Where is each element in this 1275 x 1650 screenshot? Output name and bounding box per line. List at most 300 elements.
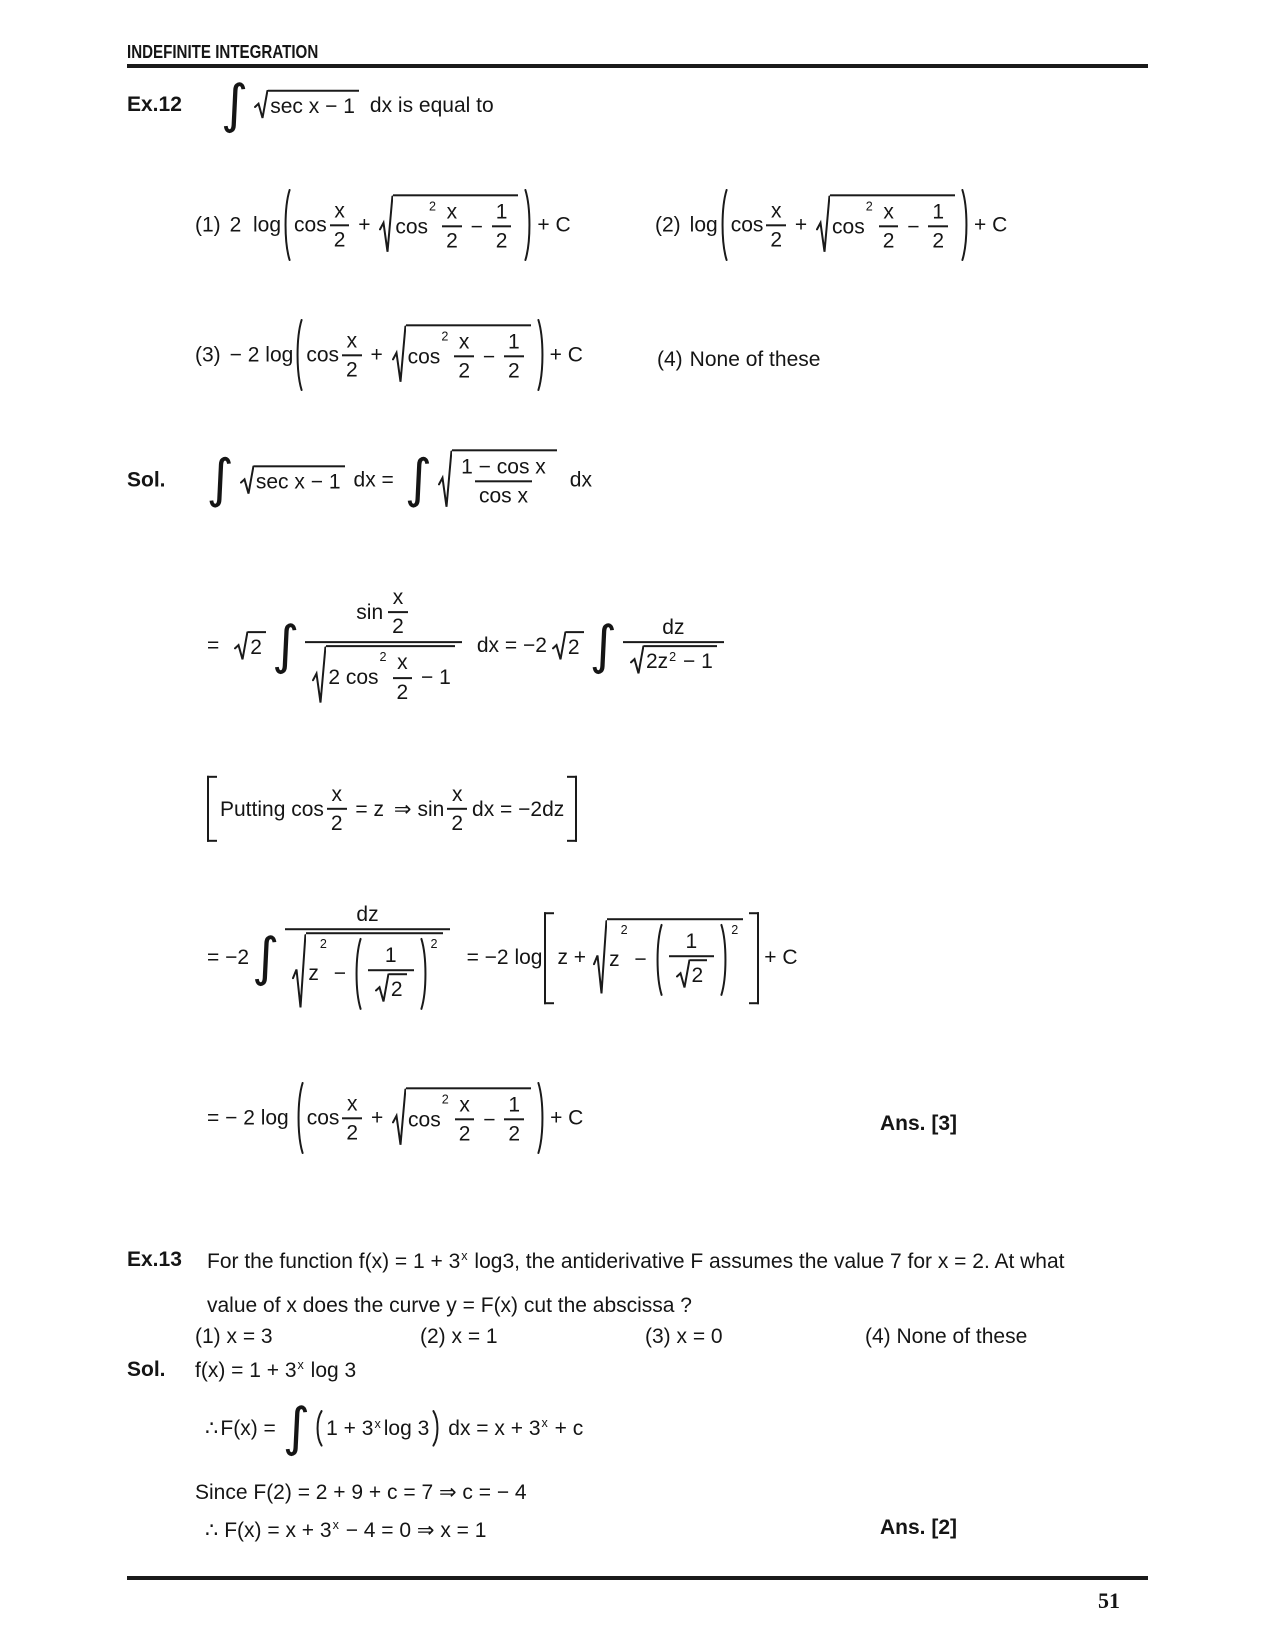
math-text: cos x xyxy=(478,484,528,508)
fraction xyxy=(623,614,724,677)
superscript: 2 xyxy=(379,650,387,665)
math-text: sin xyxy=(417,797,445,821)
superscript: 2 xyxy=(319,937,327,952)
superscript: x xyxy=(332,1518,339,1532)
denominator xyxy=(454,356,474,385)
ex12-sol-formula-1 xyxy=(204,448,592,511)
denominator xyxy=(504,356,524,385)
math-row xyxy=(230,317,583,392)
math-text: x xyxy=(392,586,404,610)
ex13-answer: Ans. [2] xyxy=(880,1516,958,1539)
spacer xyxy=(465,646,477,647)
denominator xyxy=(766,224,786,253)
math-text: + C xyxy=(549,343,583,367)
radical-sign xyxy=(438,449,452,510)
radicand xyxy=(406,1087,531,1148)
numerator xyxy=(658,614,688,641)
math-text: z xyxy=(308,962,319,986)
math-text: F(x) = xyxy=(220,1416,276,1440)
math-text: 2 xyxy=(495,229,508,253)
math-text: − 1 xyxy=(415,666,451,690)
math-text: x xyxy=(883,200,894,224)
numerator xyxy=(381,942,401,969)
fraction xyxy=(928,198,948,254)
square-root xyxy=(816,194,955,255)
paren-glyph xyxy=(961,187,970,262)
ex13-label: Ex.13 xyxy=(127,1248,182,1271)
math-text: x xyxy=(459,1093,470,1117)
square-root xyxy=(292,932,442,1012)
math-text: 2 xyxy=(451,812,464,835)
numerator xyxy=(928,198,948,225)
parentheses xyxy=(353,936,429,1011)
fence-body xyxy=(666,928,718,991)
denominator xyxy=(342,354,362,383)
math-text: x xyxy=(347,1091,358,1115)
math-text: log xyxy=(689,213,718,237)
integral-sign: ∫ xyxy=(206,448,234,510)
math-text: log 3 xyxy=(383,1416,430,1440)
math-text: 1 − cos x xyxy=(461,455,546,479)
ex13-option-4: (4) None of these xyxy=(865,1325,1028,1348)
math-text: − 2 log xyxy=(229,343,294,367)
radical-sign xyxy=(392,324,406,385)
math-text: 1 xyxy=(685,929,698,953)
ex12-substitution-formula xyxy=(207,776,577,842)
square-root xyxy=(676,959,708,989)
math-row xyxy=(230,187,571,262)
math-text: 2 xyxy=(346,1121,359,1144)
math-text: − 1 xyxy=(677,650,713,674)
math-text: log 3 xyxy=(304,1359,357,1382)
spacer xyxy=(394,480,402,481)
parentheses xyxy=(295,1080,546,1155)
math-group xyxy=(448,1415,583,1440)
fraction xyxy=(342,1090,362,1146)
fraction xyxy=(305,583,462,709)
spacer xyxy=(449,356,451,357)
ex12-option-2 xyxy=(655,187,1007,262)
square-root xyxy=(392,324,531,385)
math-text: dx = x + 3 xyxy=(448,1416,541,1440)
radicand xyxy=(406,324,531,385)
math-text: cos xyxy=(408,1107,441,1131)
denominator xyxy=(879,226,899,255)
math-text: − xyxy=(464,214,489,238)
math-text: x xyxy=(451,782,463,806)
spacer xyxy=(450,1119,452,1120)
radicand xyxy=(690,959,708,989)
superscript: 2 xyxy=(441,1092,449,1107)
square-root xyxy=(438,449,557,510)
option-3-formula xyxy=(230,317,583,392)
ex12-question-row xyxy=(127,73,494,135)
paren-glyph xyxy=(294,317,303,392)
ex13-option-1: (1) x = 3 xyxy=(195,1325,273,1348)
math-text: − 4 = 0 ⇒ x = 1 xyxy=(339,1519,487,1542)
ex13-option-3: (3) x = 0 xyxy=(645,1325,723,1348)
paren-glyph xyxy=(432,1409,441,1446)
numerator xyxy=(330,197,349,224)
spacer xyxy=(383,612,385,613)
math-text: = z xyxy=(349,797,390,821)
numerator xyxy=(352,901,382,928)
math-text: cos xyxy=(730,213,764,237)
integral-sign: ∫ xyxy=(282,1396,311,1458)
radical-sign xyxy=(392,1087,406,1148)
ex13-sol-line-3: Since F(2) = 2 + 9 + c = 7 ⇒ c = − 4 xyxy=(195,1481,527,1504)
math-text: = −2 xyxy=(207,946,250,970)
ex13-antiderivative-formula xyxy=(205,1396,584,1458)
math-text: z + xyxy=(557,946,587,970)
radicand xyxy=(254,465,345,495)
fraction xyxy=(492,198,512,254)
square-root xyxy=(234,631,266,661)
radical-sign xyxy=(630,646,644,676)
math-text: 2z xyxy=(645,650,669,674)
fraction xyxy=(455,1091,475,1147)
math-text: 2 xyxy=(691,964,704,987)
math-text: = xyxy=(207,634,220,658)
fraction xyxy=(504,328,524,384)
fence-body xyxy=(365,942,417,1005)
math-text: dx xyxy=(569,468,592,492)
page-number: 51 xyxy=(1098,1588,1120,1613)
fraction xyxy=(342,327,362,383)
math-text: x xyxy=(397,651,408,675)
footer-rule xyxy=(127,1576,1148,1580)
superscript: 2 xyxy=(430,937,438,952)
math-text: dx is equal to xyxy=(369,93,494,117)
superscript: 2 xyxy=(620,922,628,937)
denominator xyxy=(368,970,414,1006)
integral-sign: ∫ xyxy=(404,448,433,510)
ex13-sol-line-2 xyxy=(205,1396,584,1458)
fraction xyxy=(442,198,462,254)
math-text: 1 xyxy=(495,200,508,224)
math-text: x xyxy=(334,198,345,222)
parentheses xyxy=(282,187,533,262)
ex12-option-1 xyxy=(195,187,571,262)
fraction xyxy=(669,928,715,991)
denominator xyxy=(492,226,512,255)
denominator xyxy=(623,642,724,678)
ex12-option-3 xyxy=(195,317,583,392)
square-root xyxy=(312,646,455,707)
radical-sign xyxy=(292,932,306,1012)
fraction xyxy=(457,453,550,509)
paren-glyph xyxy=(282,187,291,262)
square-brackets xyxy=(207,776,577,842)
ex12-question-formula xyxy=(218,73,494,135)
ex12-sol-formula-3 xyxy=(207,901,798,1015)
math-text: + c xyxy=(548,1416,584,1440)
parentheses xyxy=(719,187,970,262)
math-text: ∴ xyxy=(205,1416,219,1440)
math-text: 2 cos xyxy=(328,666,379,690)
math-text: 2 xyxy=(446,229,458,253)
math-text: x xyxy=(770,198,782,222)
paren-glyph xyxy=(654,922,663,997)
math-text: + xyxy=(789,213,814,237)
math-text: cos xyxy=(306,1106,340,1130)
denominator xyxy=(327,808,347,837)
math-text: Putting cos xyxy=(220,797,324,821)
math-text: 2 log xyxy=(229,213,282,237)
math-text: + C xyxy=(974,213,1008,237)
numerator xyxy=(455,1091,474,1118)
radicand xyxy=(566,631,584,661)
denominator xyxy=(330,224,350,253)
fraction xyxy=(388,584,408,640)
denominator xyxy=(504,1119,524,1148)
square-root xyxy=(593,918,743,998)
paren-glyph xyxy=(537,1080,546,1155)
math-text: value of x does the curve y = F(x) cut the abscissa ? xyxy=(207,1294,692,1318)
math-text: − xyxy=(327,962,352,986)
square-root xyxy=(240,465,345,495)
ex13-sol-line-4 xyxy=(205,1518,486,1544)
radicand xyxy=(268,90,359,120)
denominator xyxy=(285,928,449,1014)
spacer xyxy=(437,226,439,227)
integral-sign: ∫ xyxy=(271,614,300,676)
radical-sign xyxy=(816,194,830,255)
numerator xyxy=(879,198,898,225)
denominator xyxy=(447,808,467,837)
numerator xyxy=(457,453,550,480)
numerator xyxy=(328,781,347,808)
paren-glyph xyxy=(314,1409,323,1446)
math-row xyxy=(207,1080,583,1155)
option-2-label: (2) xyxy=(655,212,681,236)
parentheses xyxy=(654,922,730,997)
paren-glyph xyxy=(537,317,546,392)
math-text: 1 xyxy=(384,944,397,968)
math-text: 2 xyxy=(458,1122,471,1146)
math-text: ∴ F(x) = x + 3 xyxy=(205,1519,332,1542)
radicand xyxy=(389,974,407,1004)
numerator xyxy=(443,198,462,225)
math-text: 2 xyxy=(507,359,520,383)
math-text: = − 2 log xyxy=(207,1106,289,1130)
math-text: 2 xyxy=(770,228,783,251)
radicand xyxy=(248,631,266,661)
math-text: dx = xyxy=(353,468,394,492)
fence-body xyxy=(294,193,521,256)
ex13-sol-label: Sol. xyxy=(127,1358,166,1381)
radicand xyxy=(393,194,518,255)
fraction xyxy=(285,901,449,1015)
fence-body xyxy=(326,1415,429,1440)
spacer xyxy=(362,105,370,106)
superscript: 2 xyxy=(865,199,873,214)
radical-sign xyxy=(375,974,389,1004)
ex12-solution-step-4 xyxy=(207,1080,583,1155)
square-root xyxy=(375,974,407,1004)
radicand xyxy=(306,932,442,1012)
math-text: 2 xyxy=(390,978,403,1002)
denominator xyxy=(475,481,532,510)
math-group xyxy=(195,1359,356,1382)
math-text: 1 xyxy=(508,1093,521,1117)
chapter-title: INDEFINITE INTEGRATION xyxy=(127,42,319,62)
denominator xyxy=(442,226,462,255)
ex12-answer: Ans. [3] xyxy=(880,1112,958,1135)
math-text: + C xyxy=(764,946,798,970)
paren-glyph xyxy=(420,936,429,1011)
denominator xyxy=(928,226,948,255)
superscript: x xyxy=(297,1358,304,1372)
math-text: + xyxy=(365,1106,390,1130)
math-row xyxy=(204,448,592,511)
math-text: = −2 log xyxy=(466,946,543,970)
square-root xyxy=(254,90,359,120)
numerator xyxy=(767,197,786,224)
math-text: For the function f(x) = 1 + 3 xyxy=(207,1250,461,1273)
math-text: z xyxy=(609,947,620,971)
radical-sign xyxy=(234,631,248,661)
math-text: + C xyxy=(537,213,571,237)
math-text: x xyxy=(446,200,458,224)
fraction xyxy=(393,650,413,706)
math-text: + xyxy=(352,213,377,237)
math-text: 2 xyxy=(346,358,358,381)
math-text: + C xyxy=(550,1106,584,1130)
numerator xyxy=(682,928,702,955)
ex12-solution-step-1 xyxy=(127,448,592,511)
math-row xyxy=(690,187,1008,262)
radical-sign xyxy=(593,918,607,998)
ex12-solution-step-2 xyxy=(207,583,727,709)
denominator xyxy=(388,611,408,640)
numerator xyxy=(448,781,467,808)
math-text: cos xyxy=(294,213,327,237)
radical-sign xyxy=(254,90,268,120)
header-rule xyxy=(127,64,1148,68)
spacer xyxy=(388,677,390,678)
math-text: − xyxy=(477,1107,502,1131)
denominator xyxy=(305,642,462,709)
math-text: + xyxy=(364,343,389,367)
ex12-label: Ex.12 xyxy=(127,93,182,116)
math-text: 2 xyxy=(882,229,895,253)
numerator xyxy=(389,584,408,611)
math-text: cos xyxy=(407,344,441,368)
fence-body xyxy=(307,1086,534,1149)
superscript: x xyxy=(374,1416,381,1431)
math-row xyxy=(207,901,798,1015)
math-text: log3, the antiderivative F assumes the value 7 for x = 2. At what xyxy=(468,1250,1065,1273)
radical-sign xyxy=(312,646,326,707)
numerator xyxy=(504,328,524,355)
square-root xyxy=(392,1087,531,1148)
math-group xyxy=(205,1519,486,1542)
math-text: − xyxy=(477,344,501,368)
math-text: 1 xyxy=(932,200,945,224)
integral-sign: ∫ xyxy=(220,73,249,135)
math-text: 2 xyxy=(250,635,262,659)
math-text: ⇒ xyxy=(393,797,412,821)
numerator xyxy=(343,327,362,354)
fraction xyxy=(330,197,350,253)
denominator xyxy=(393,677,413,706)
option-3-label: (3) xyxy=(195,342,221,366)
math-text: 2 xyxy=(333,228,346,251)
radicand xyxy=(607,918,743,998)
math-text: dx = −2 xyxy=(476,634,547,658)
radical-sign xyxy=(240,465,254,495)
superscript: x xyxy=(541,1415,548,1430)
fraction xyxy=(879,198,899,254)
numerator xyxy=(393,650,412,677)
math-text: cos xyxy=(306,343,339,367)
spacer xyxy=(874,226,876,227)
ex12-sol-formula-2 xyxy=(207,583,727,709)
numerator xyxy=(343,1090,362,1117)
math-group xyxy=(207,1250,1065,1317)
math-text: − xyxy=(901,214,926,238)
math-text: 2 xyxy=(458,359,471,383)
math-text: x xyxy=(458,330,470,354)
math-row xyxy=(207,583,727,709)
numerator xyxy=(352,583,415,641)
paren-glyph xyxy=(524,187,533,262)
paren-glyph xyxy=(295,1080,304,1155)
spacer xyxy=(547,646,549,647)
math-text: dz xyxy=(662,616,685,640)
math-text: x xyxy=(331,782,342,806)
paren-glyph xyxy=(719,187,728,262)
math-text: sin xyxy=(356,600,384,624)
math-text: 1 xyxy=(507,330,520,354)
math-text: sec x − 1 xyxy=(270,94,355,118)
fraction xyxy=(504,1091,524,1147)
radical-sign xyxy=(676,959,690,989)
fraction xyxy=(454,328,474,384)
radicand xyxy=(452,449,557,510)
denominator xyxy=(455,1119,475,1148)
math-text: 1 + 3 xyxy=(326,1416,374,1440)
page-header xyxy=(127,42,355,63)
math-text: cos xyxy=(395,214,429,238)
ex12-substitution-note xyxy=(207,776,577,842)
math-text: − xyxy=(628,947,653,971)
fraction xyxy=(766,197,786,253)
option-2-formula xyxy=(690,187,1008,262)
parentheses xyxy=(294,317,545,392)
ex12-option-4 xyxy=(657,347,820,373)
spacer xyxy=(289,1118,294,1119)
ex13-question-text xyxy=(207,1240,1155,1328)
option-4-text: None of these xyxy=(689,347,821,371)
integral-sign: ∫ xyxy=(589,614,617,676)
math-text: 2 xyxy=(508,1122,521,1146)
integral-sign: ∫ xyxy=(252,926,280,988)
radicand xyxy=(830,194,955,255)
math-text: 2 xyxy=(392,615,404,639)
fence-body xyxy=(306,323,533,386)
ex12-solution-step-3 xyxy=(207,901,798,1015)
math-text: 2 xyxy=(567,635,580,659)
math-text: dz xyxy=(356,903,379,927)
option-4-label: (4) xyxy=(657,347,683,371)
parentheses xyxy=(314,1409,441,1446)
numerator xyxy=(504,1091,524,1118)
radicand xyxy=(326,646,455,707)
radicand xyxy=(644,646,717,676)
ex12-sol-label: Sol. xyxy=(127,468,166,491)
